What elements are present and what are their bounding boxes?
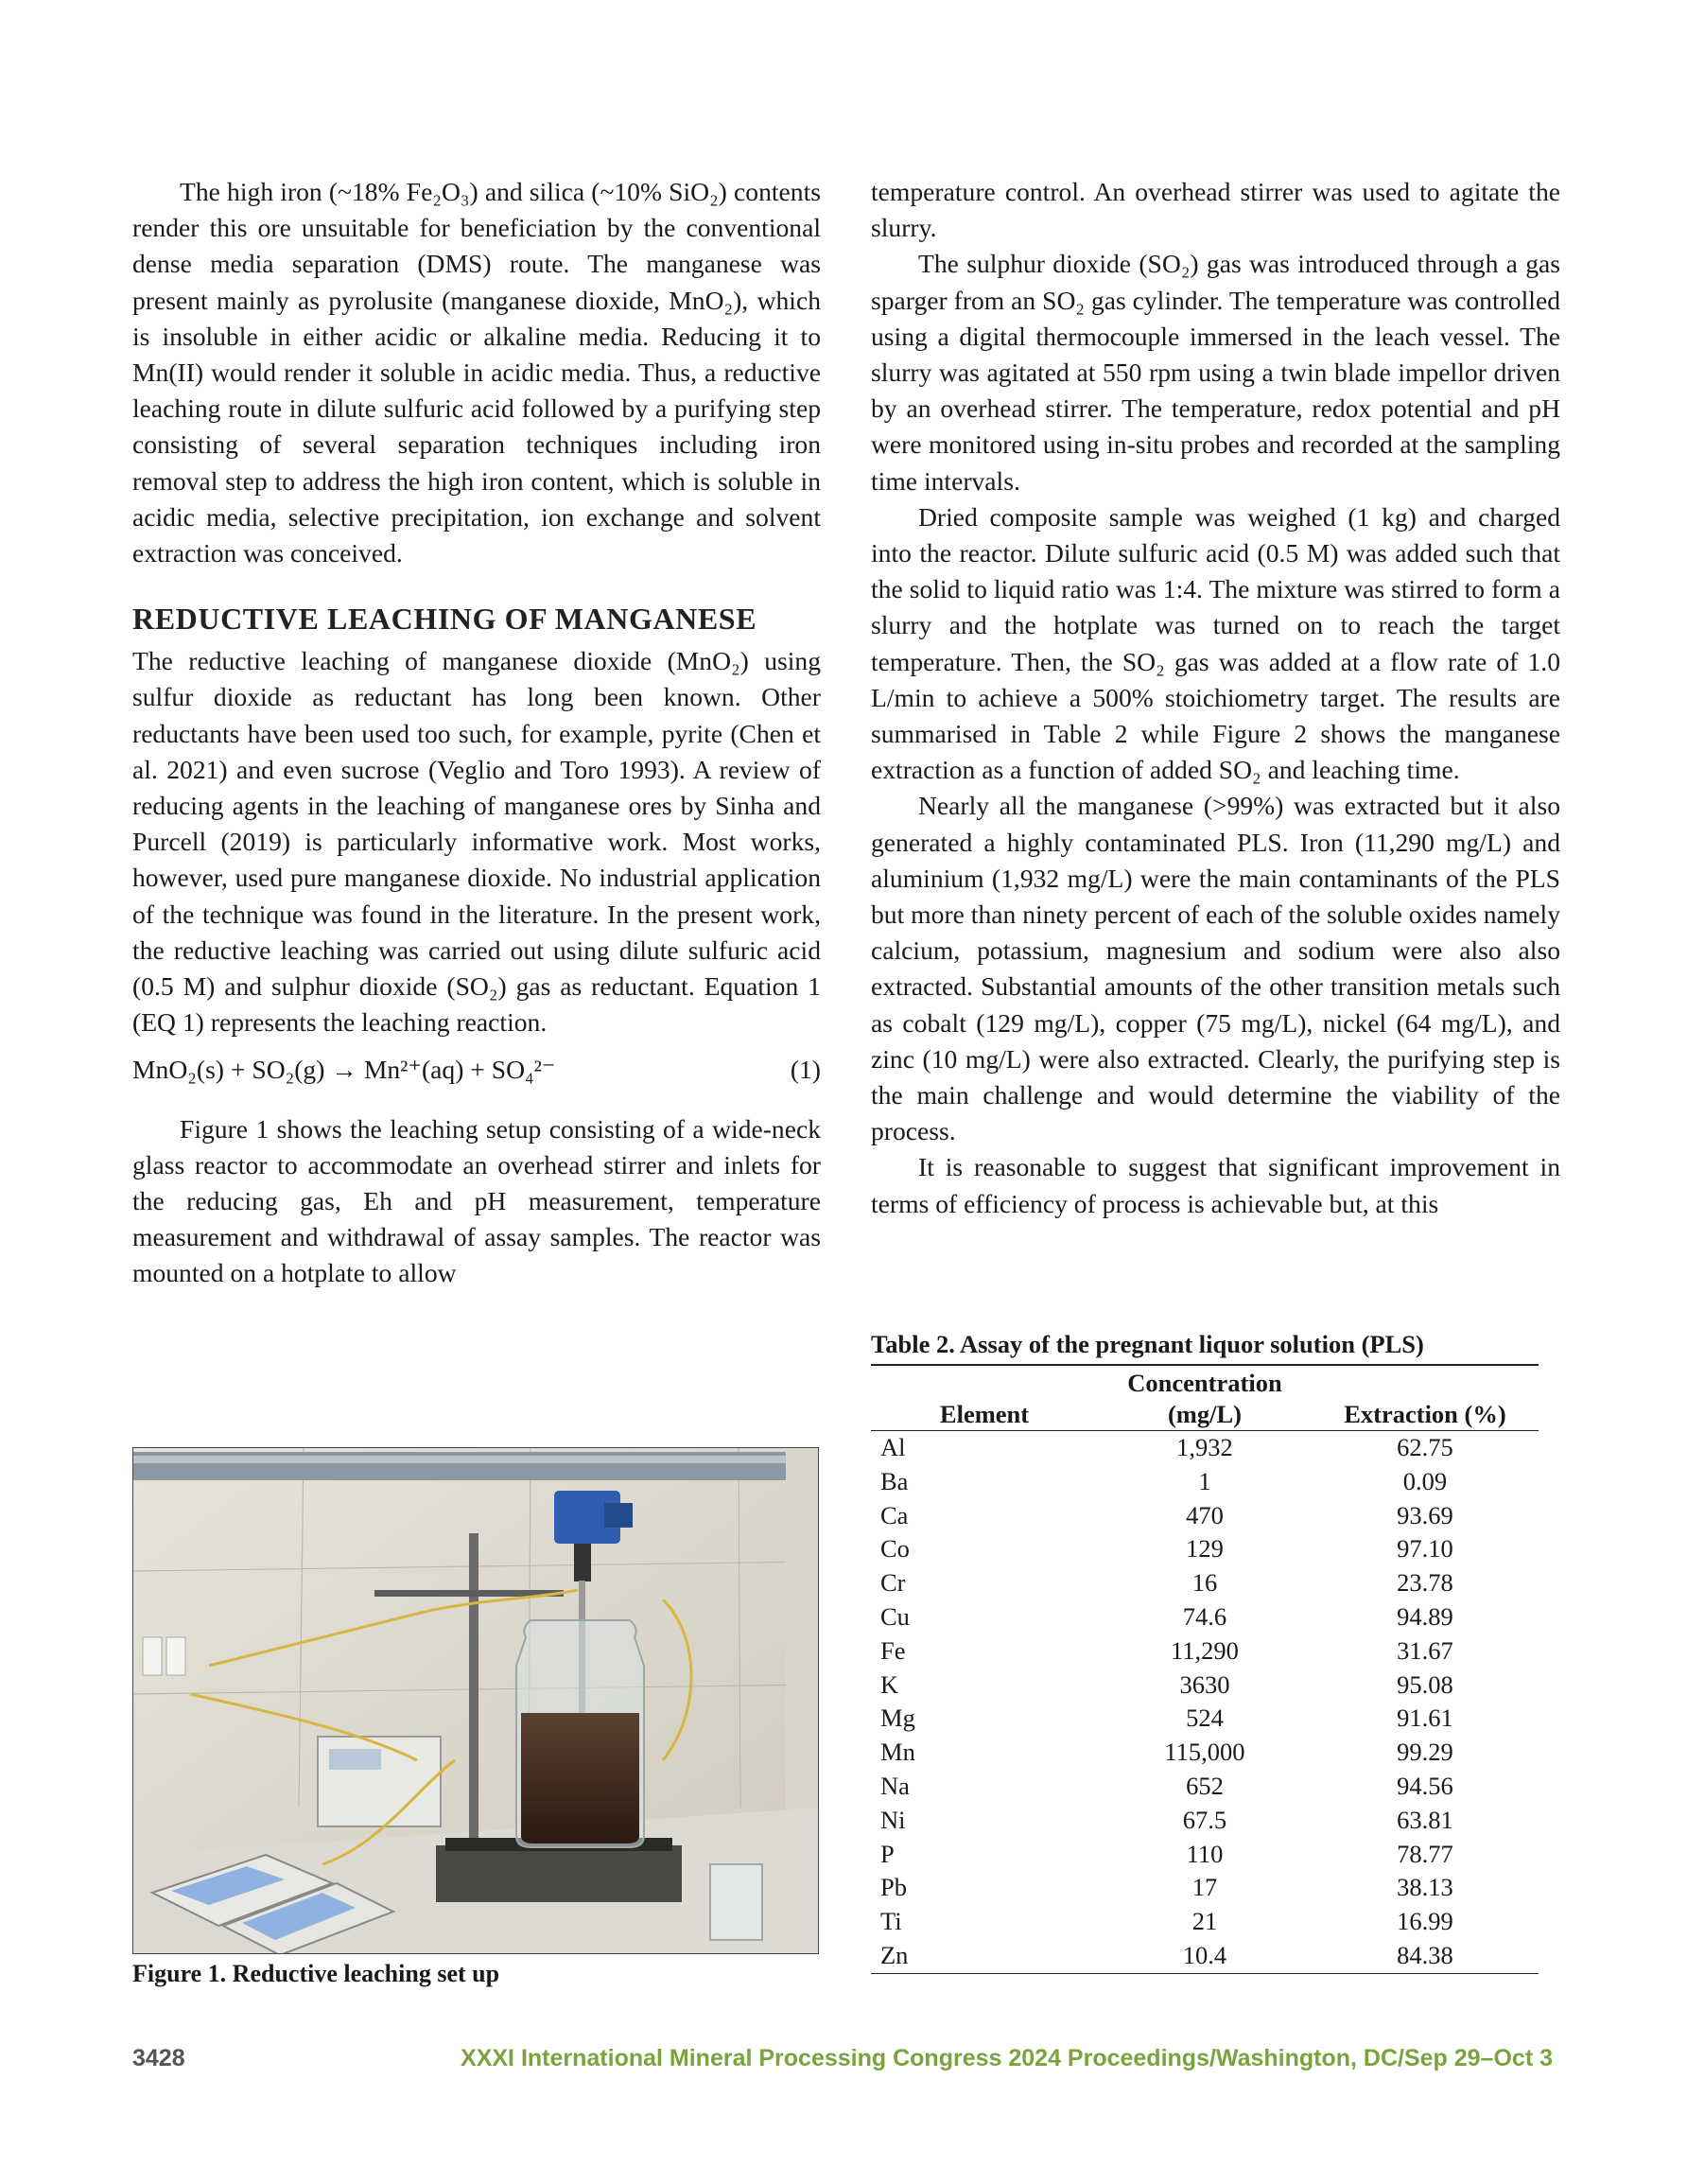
table-row xyxy=(871,1871,1539,1905)
element-cell: Pb xyxy=(880,1873,907,1902)
paragraph: The reductive leaching of manganese dioxide (MnO₂) using sulfur dioxide as reductant has long been known. Other reductants have been used too such, for example, pyrite (Chen et al. 2021) and even sucrose (Veglio and Toro 1993). A review of reducing agents in the leaching of manganese ores by Sinha and Purcell (2019) is particularly informative work. Most works, however, used pure manganese dioxide. No industrial application of the technique was found in the literature. In the present work, the reductive leaching was carried out using dilute sulfuric acid (0.5 M) and sulphur dioxide (SO₂) gas as reductant. Equation 1 (EQ 1) represents the leaching reaction. xyxy=(132,646,821,1038)
concentration-cell: 11,290 xyxy=(1171,1635,1239,1665)
table-row xyxy=(871,1770,1539,1804)
paragraph: Figure 1 shows the leaching setup consisting of a wide-neck glass reactor to accommodate an overhead stirrer and inlets for the reducing gas, Eh and pH measurement, temperature measurement and withdrawal of assay samples. The reactor was mounted on a hotplate to allow xyxy=(132,1113,821,1288)
header-concentration-line1: Concentration xyxy=(1127,1369,1282,1397)
element-cell: Fe xyxy=(880,1635,906,1665)
concentration-cell: 16 xyxy=(1191,1568,1218,1598)
element-cell: P xyxy=(880,1839,895,1868)
page-number: 3428 xyxy=(132,2045,185,2071)
element-cell: K xyxy=(880,1669,899,1699)
extraction-cell: 94.56 xyxy=(1397,1771,1453,1800)
element-cell: Ba xyxy=(880,1466,909,1495)
concentration-cell: 129 xyxy=(1186,1534,1224,1564)
element-cell: Cr xyxy=(880,1568,906,1598)
element-cell: Ca xyxy=(880,1500,909,1529)
extraction-cell: 94.89 xyxy=(1397,1601,1453,1631)
table-row xyxy=(871,1736,1539,1770)
table-row xyxy=(871,1465,1539,1499)
concentration-cell: 115,000 xyxy=(1164,1738,1245,1767)
section-heading: REDUCTIVE LEACHING OF MANGANESE xyxy=(132,602,757,637)
concentration-cell: 1,932 xyxy=(1176,1433,1233,1461)
element-cell: Al xyxy=(880,1433,906,1461)
element-cell: Ni xyxy=(880,1805,906,1834)
concentration-cell: 67.5 xyxy=(1182,1805,1227,1834)
figure-1-photo xyxy=(132,1447,819,1954)
table-row xyxy=(871,1939,1539,1973)
header-extraction: Extraction (%) xyxy=(1312,1368,1539,1431)
concentration-cell: 470 xyxy=(1186,1500,1224,1529)
right-column xyxy=(871,174,1560,1222)
concentration-cell: 3630 xyxy=(1179,1669,1230,1699)
assay-table xyxy=(871,1368,1539,1974)
table-row xyxy=(871,1702,1539,1736)
element-cell: Mg xyxy=(880,1704,915,1733)
concentration-cell: 110 xyxy=(1186,1839,1224,1868)
extraction-cell: 0.09 xyxy=(1402,1466,1448,1495)
element-cell: Cu xyxy=(880,1601,910,1631)
concentration-cell: 1 xyxy=(1198,1466,1211,1495)
extraction-cell: 99.29 xyxy=(1397,1738,1453,1767)
extraction-cell: 31.67 xyxy=(1397,1635,1453,1665)
paragraph: temperature control. An overhead stirrer was used to agitate the slurry. xyxy=(871,177,1560,243)
table-row xyxy=(871,1634,1539,1669)
element-cell: Co xyxy=(880,1534,910,1564)
element-cell: Ti xyxy=(880,1907,902,1936)
left-column xyxy=(132,174,821,1292)
extraction-cell: 63.81 xyxy=(1397,1805,1453,1834)
extraction-cell: 78.77 xyxy=(1397,1839,1453,1868)
element-cell: Mn xyxy=(880,1738,915,1767)
figure-caption: Figure 1. Reductive leaching set up xyxy=(132,1960,500,1987)
equation-number: (1) xyxy=(790,1055,821,1085)
equation-text: MnO₂(s) + SO₂(g) → Mn²⁺(aq) + SO₄²⁻ xyxy=(132,1055,556,1085)
extraction-cell: 97.10 xyxy=(1397,1534,1453,1564)
equation xyxy=(132,1052,821,1088)
header-element: Element xyxy=(871,1368,1098,1431)
concentration-cell: 74.6 xyxy=(1182,1601,1227,1631)
running-footer: XXXI International Mineral Processing Congress 2024 Proceedings/Washington, DC/Sep 29–Oct 3 xyxy=(461,2045,1553,2071)
extraction-cell: 62.75 xyxy=(1397,1433,1453,1461)
table-row xyxy=(871,1838,1539,1872)
concentration-cell: 21 xyxy=(1191,1907,1218,1936)
element-cell: Zn xyxy=(871,1939,1098,1973)
table-row xyxy=(871,1669,1539,1703)
table-row xyxy=(871,1532,1539,1566)
extraction-cell: 95.08 xyxy=(1397,1669,1453,1699)
paragraph: The high iron (~18% Fe₂O₃) and silica (~10% SiO₂) contents render this ore unsuitable for beneficiation by the conventional dense media separation (DMS) route. The manganese was present mainly as pyrolusite (manganese dioxide, MnO₂), which is insoluble in either acidic or alkaline media. Reducing it to Mn(II) would render it soluble in acidic media. Thus, a reductive leaching route in dilute sulfuric acid followed by a purifying step consisting of several separation techniques including iron removal step to address the high iron content, which is soluble in acidic media, selective precipitation, ion exchange and solvent extraction was conceived. xyxy=(132,177,821,568)
extraction-cell: 93.69 xyxy=(1397,1500,1453,1529)
lab-setup-illustration xyxy=(133,1448,819,1954)
concentration-cell: 17 xyxy=(1191,1873,1218,1902)
extraction-cell: 16.99 xyxy=(1397,1907,1453,1936)
extraction-cell: 38.13 xyxy=(1397,1873,1453,1902)
extraction-cell: 84.38 xyxy=(1312,1939,1539,1973)
paragraph: It is reasonable to suggest that significant improvement in terms of efficiency of process is achievable but, at this xyxy=(871,1152,1560,1218)
paragraph: Dried composite sample was weighed (1 kg) and charged into the reactor. Dilute sulfuric acid (0.5 M) was added such that the solid to liquid ratio was 1:4. The mixture was stirred to form a slurry and the hotplate was turned on to reach the target temperature. Then, the SO₂ gas was added at a flow rate of 1.0 L/min to achieve a 500% stoichiometry target. The results are summarised in Table 2 while Figure 2 shows the manganese extraction as a function of added SO₂ and leaching time. xyxy=(871,501,1560,785)
element-cell: Na xyxy=(880,1771,910,1800)
table-row xyxy=(871,1905,1539,1939)
concentration-cell: 524 xyxy=(1186,1704,1224,1733)
table-row xyxy=(871,1600,1539,1634)
paragraph: The sulphur dioxide (SO₂) gas was introduced through a gas sparger from an SO₂ gas cylinder. The temperature was controlled using a digital thermocouple immersed in the leach vessel. The slurry was agitated at 550 rpm using a twin blade impellor driven by an overhead stirrer. The temperature, redox potential and pH were monitored using in-situ probes and recorded at the sampling time intervals. xyxy=(871,249,1560,496)
extraction-cell: 91.61 xyxy=(1397,1704,1453,1733)
table-title: Table 2. Assay of the pregnant liquor solution (PLS) xyxy=(871,1328,1539,1366)
table-row xyxy=(871,1566,1539,1600)
concentration-cell: 652 xyxy=(1186,1771,1224,1800)
header-concentration xyxy=(1098,1368,1312,1431)
table-row xyxy=(871,1431,1539,1465)
header-concentration-line2: (mg/L) xyxy=(1167,1400,1242,1428)
concentration-cell: 10.4 xyxy=(1098,1939,1312,1973)
table-row xyxy=(871,1804,1539,1838)
paragraph: Nearly all the manganese (>99%) was extracted but it also generated a highly contaminated PLS. Iron (11,290 mg/L) and aluminium (1,932 mg/L) were the main contaminants of the PLS but more than ninety percent of each of the soluble oxides namely calcium, potassium, magnesium and sodium were also also extracted. Substantial amounts of the other transition metals such as cobalt (129 mg/L), copper (75 mg/L), nickel (64 mg/L), and zinc (10 mg/L) were also extracted. Clearly, the purifying step is the main challenge and would determine the viability of the process. xyxy=(871,791,1560,1146)
table-row xyxy=(871,1499,1539,1533)
extraction-cell: 23.78 xyxy=(1397,1568,1453,1598)
